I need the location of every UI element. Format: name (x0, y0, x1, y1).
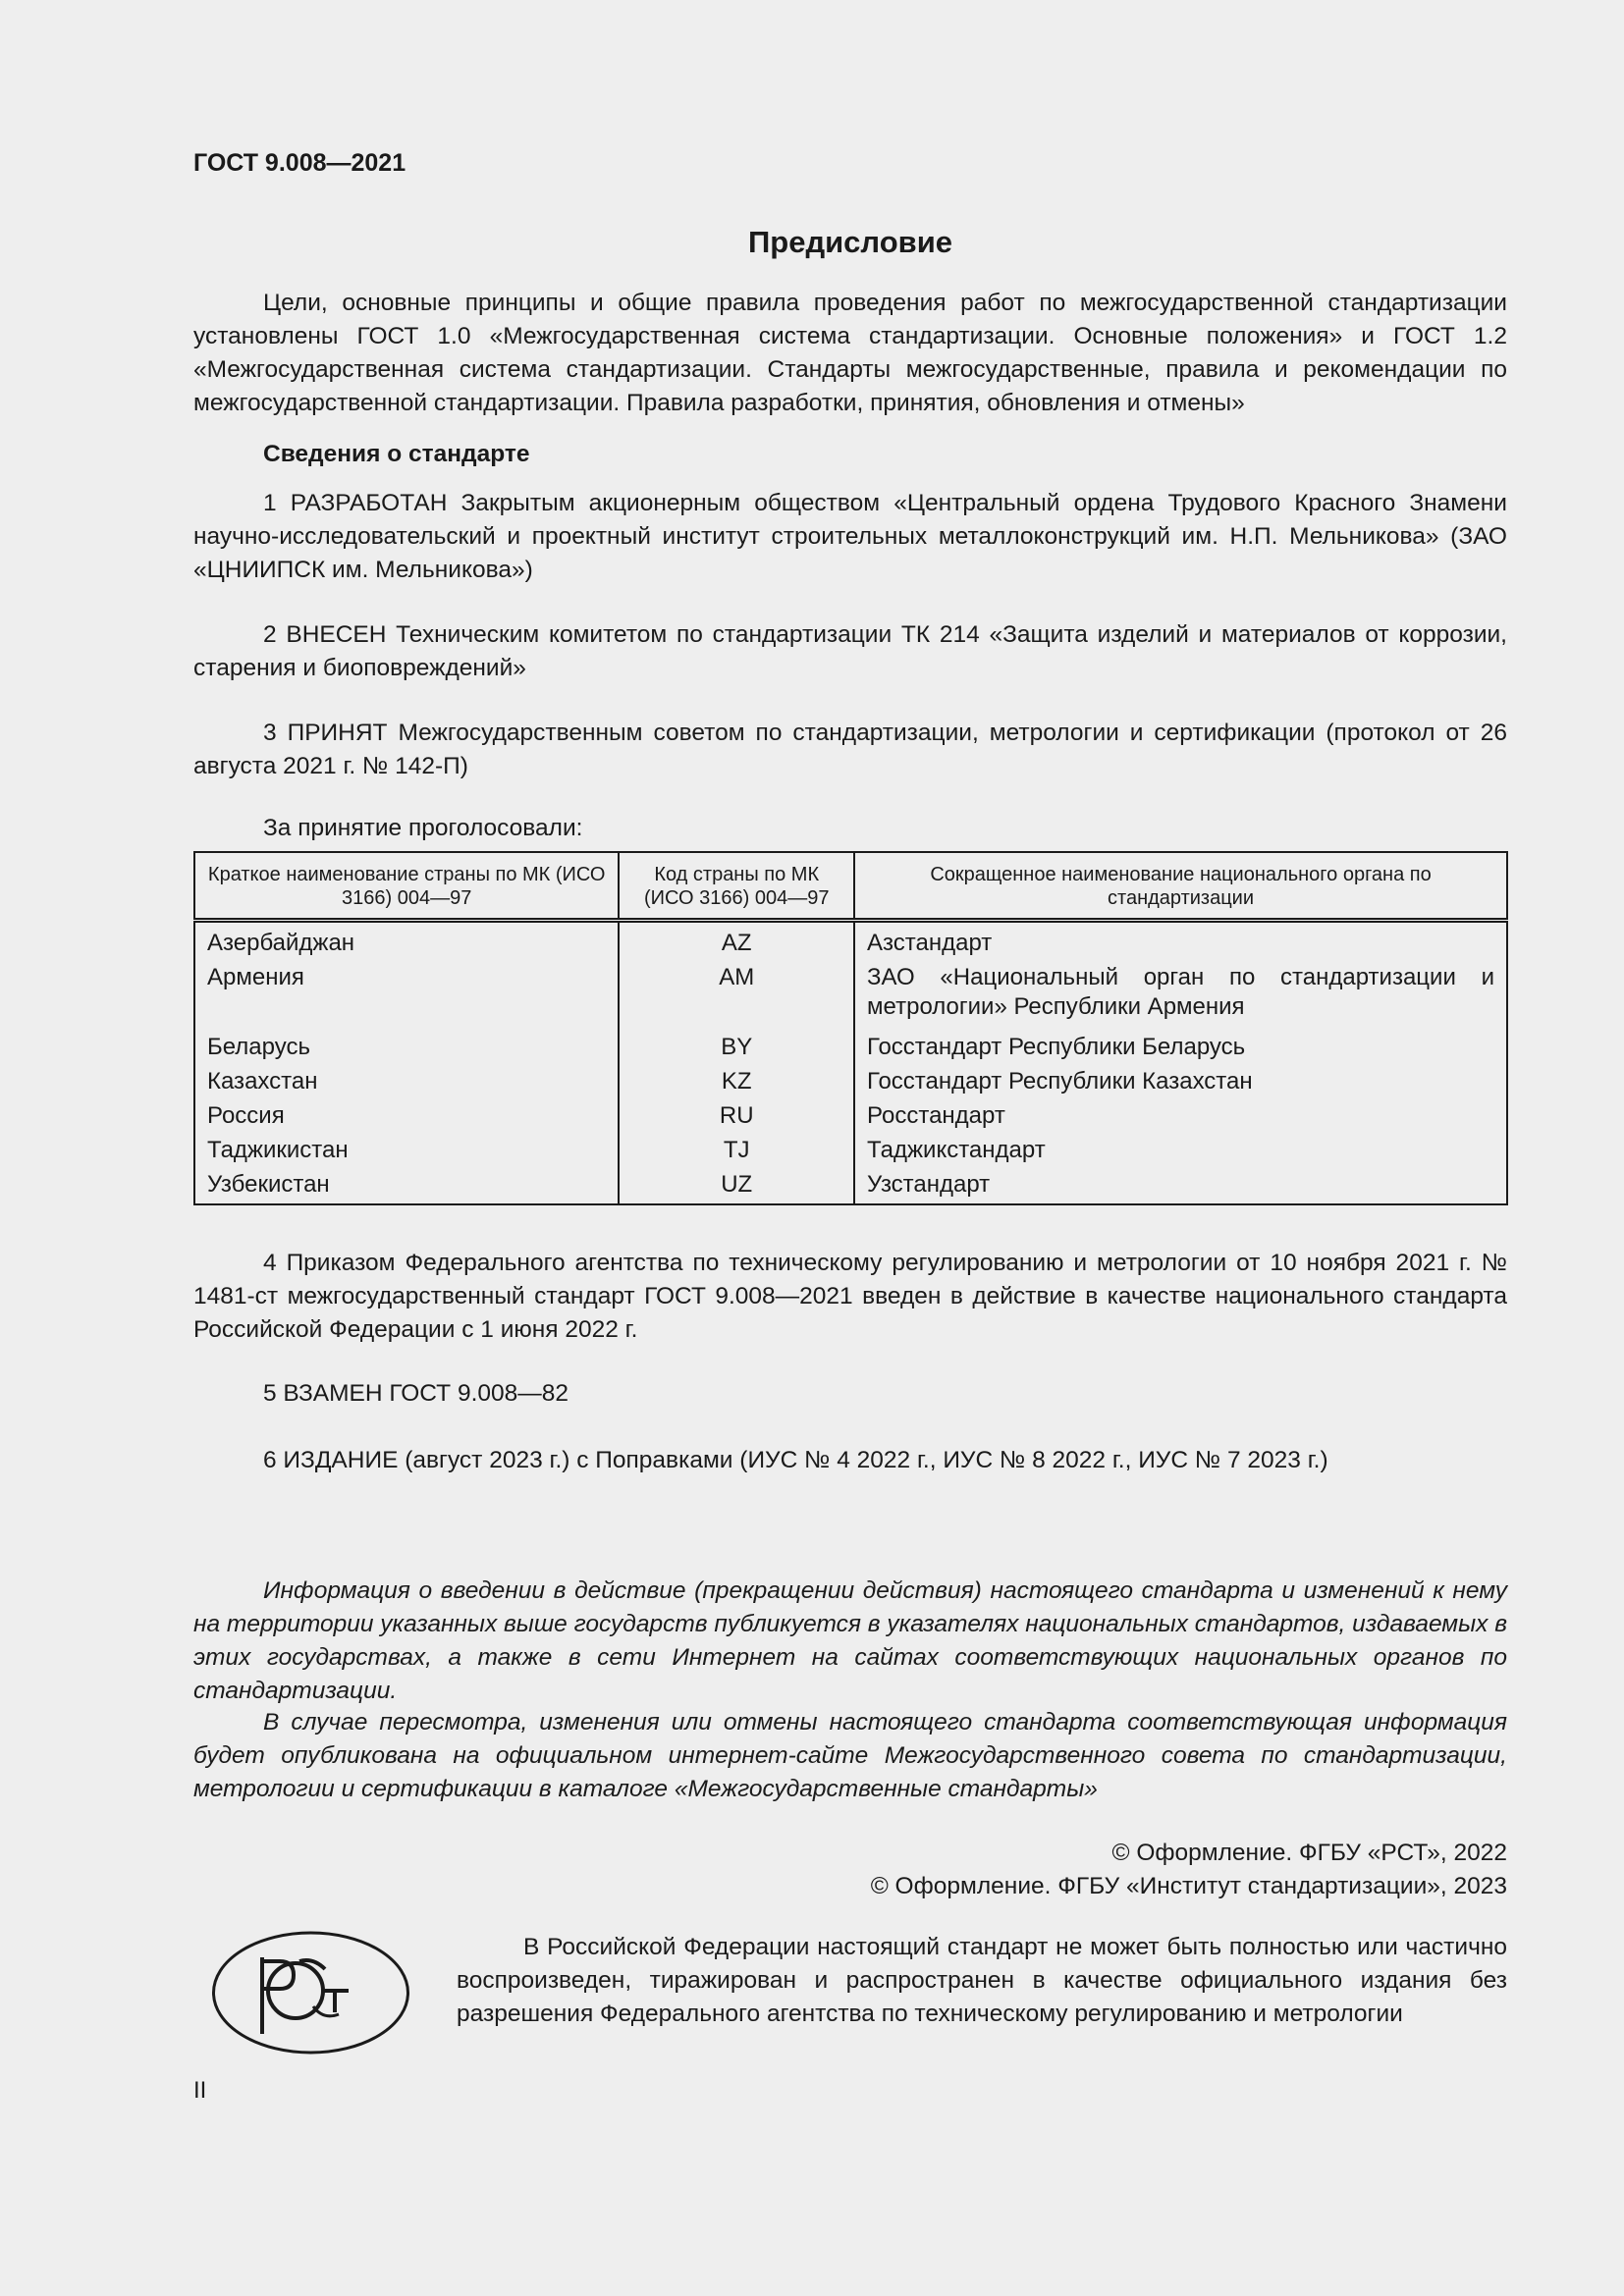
section-subheading: Сведения о стандарте (263, 441, 530, 467)
table-row (194, 1064, 1507, 1098)
country-cell: Узбекистан (207, 1171, 330, 1198)
code-cell: AZ (619, 921, 854, 961)
code-cell: KZ (619, 1064, 854, 1098)
org-cell: Таджикстандарт (854, 1133, 1507, 1167)
country-cell: Таджикистан (207, 1137, 349, 1163)
item-adopted: 3 ПРИНЯТ Межгосударственным советом по стандартизации, метрологии и сертификации (протокол от 26 августа 2021 г. № 142-П) (193, 720, 1507, 779)
code-cell: AM (619, 960, 854, 1030)
code-cell: UZ (619, 1167, 854, 1204)
intro-paragraph: Цели, основные принципы и общие правила проведения работ по межгосударственной стандартизации установлены ГОСТ 1.0 «Межгосударственная система стандартизации. Основные положения» и ГОСТ 1.2 «Межгосударственная система стандартизации. Стандарты межгосударственные, правила и рекомендации по межгосударственной стандартизации. Правила разработки, принятия, обновления и отмены» (193, 290, 1507, 416)
country-cell: Азербайджан (207, 930, 355, 956)
copyright-line-2: © Оформление. ФГБУ «Институт стандартизации», 2023 (870, 1873, 1507, 1899)
org-cell: Азстандарт (854, 921, 1507, 961)
table-row (194, 1098, 1507, 1133)
org-cell: Узстандарт (854, 1167, 1507, 1204)
doc-number-header: ГОСТ 9.008—2021 (193, 149, 406, 177)
code-cell: TJ (619, 1133, 854, 1167)
table-row (194, 1167, 1507, 1204)
item-replaces: 5 ВЗАМЕН ГОСТ 9.008—82 (263, 1380, 569, 1407)
copyright-line-1: © Оформление. ФГБУ «РСТ», 2022 (1111, 1840, 1507, 1866)
pst-certification-mark-icon (211, 1930, 410, 2056)
col-header-org: Сокращенное наименование национального органа по стандартизации (854, 852, 1507, 921)
col-header-country: Краткое наименование страны по МК (ИСО 3166) 004—97 (194, 852, 619, 921)
col-header-code: Код страны по МК (ИСО 3166) 004—97 (619, 852, 854, 921)
item-developed: 1 РАЗРАБОТАН Закрытым акционерным обществом «Центральный ордена Трудового Красного Знамени научно-исследовательский и проектный институт строительных металлоконструкций им. Н.П. Мельникова» (ЗАО «ЦНИИПСК им. Мельникова») (193, 490, 1507, 583)
vote-label: За принятие проголосовали: (263, 815, 583, 841)
country-cell: Россия (207, 1102, 285, 1129)
country-cell: Беларусь (207, 1034, 310, 1060)
page-title: Предисловие (747, 225, 952, 259)
country-cell: Армения (207, 964, 304, 990)
country-cell: Казахстан (207, 1068, 318, 1095)
code-cell: BY (619, 1030, 854, 1064)
table-row (194, 1133, 1507, 1167)
table-header-row (194, 852, 1507, 921)
table-row (194, 960, 1507, 1030)
org-cell: Госстандарт Республики Казахстан (854, 1064, 1507, 1098)
page-number: II (193, 2077, 207, 2104)
item-introduced: 2 ВНЕСЕН Техническим комитетом по стандартизации ТК 214 «Защита изделий и материалов от коррозии, старения и биоповреждений» (193, 621, 1507, 681)
org-cell: ЗАО «Национальный орган по стандартизации и метрологии» Республики Армения (854, 960, 1507, 1030)
code-cell: RU (619, 1098, 854, 1133)
voting-table (193, 851, 1508, 1205)
table-row (194, 921, 1507, 961)
org-cell: Госстандарт Республики Беларусь (854, 1030, 1507, 1064)
notice-paragraph-2: В случае пересмотра, изменения или отмены настоящего стандарта соответствующая информация будет опубликована на официальном интернет-сайте Межгосударственного совета по стандартизации, метрологии и сертификации в каталоге «Межгосударственные стандарты» (193, 1709, 1507, 1802)
rights-notice: В Российской Федерации настоящий стандарт не может быть полностью или частично воспроизведен, тиражирован и распространен в качестве официального издания без разрешения Федерального агентства по техническому регулированию и метрологии (457, 1934, 1507, 2027)
item-edition: 6 ИЗДАНИЕ (август 2023 г.) с Поправками (ИУС № 4 2022 г., ИУС № 8 2022 г., ИУС № 7 2023 г.) (263, 1447, 1328, 1473)
notice-paragraph-1: Информация о введении в действие (прекращении действия) настоящего стандарта и изменений к нему на территории указанных выше государств публикуется в указателях национальных стандартов, издаваемых в этих государствах, а также в сети Интернет на сайтах соответствующих национальных органов по стандартизации. (193, 1577, 1507, 1704)
org-cell: Росстандарт (854, 1098, 1507, 1133)
table-row (194, 1030, 1507, 1064)
item-enacted: 4 Приказом Федерального агентства по техническому регулированию и метрологии от 10 ноября 2021 г. № 1481-ст межгосударственный стандарт ГОСТ 9.008—2021 введен в действие в качестве национального стандарта Российской Федерации с 1 июня 2022 г. (193, 1250, 1507, 1343)
